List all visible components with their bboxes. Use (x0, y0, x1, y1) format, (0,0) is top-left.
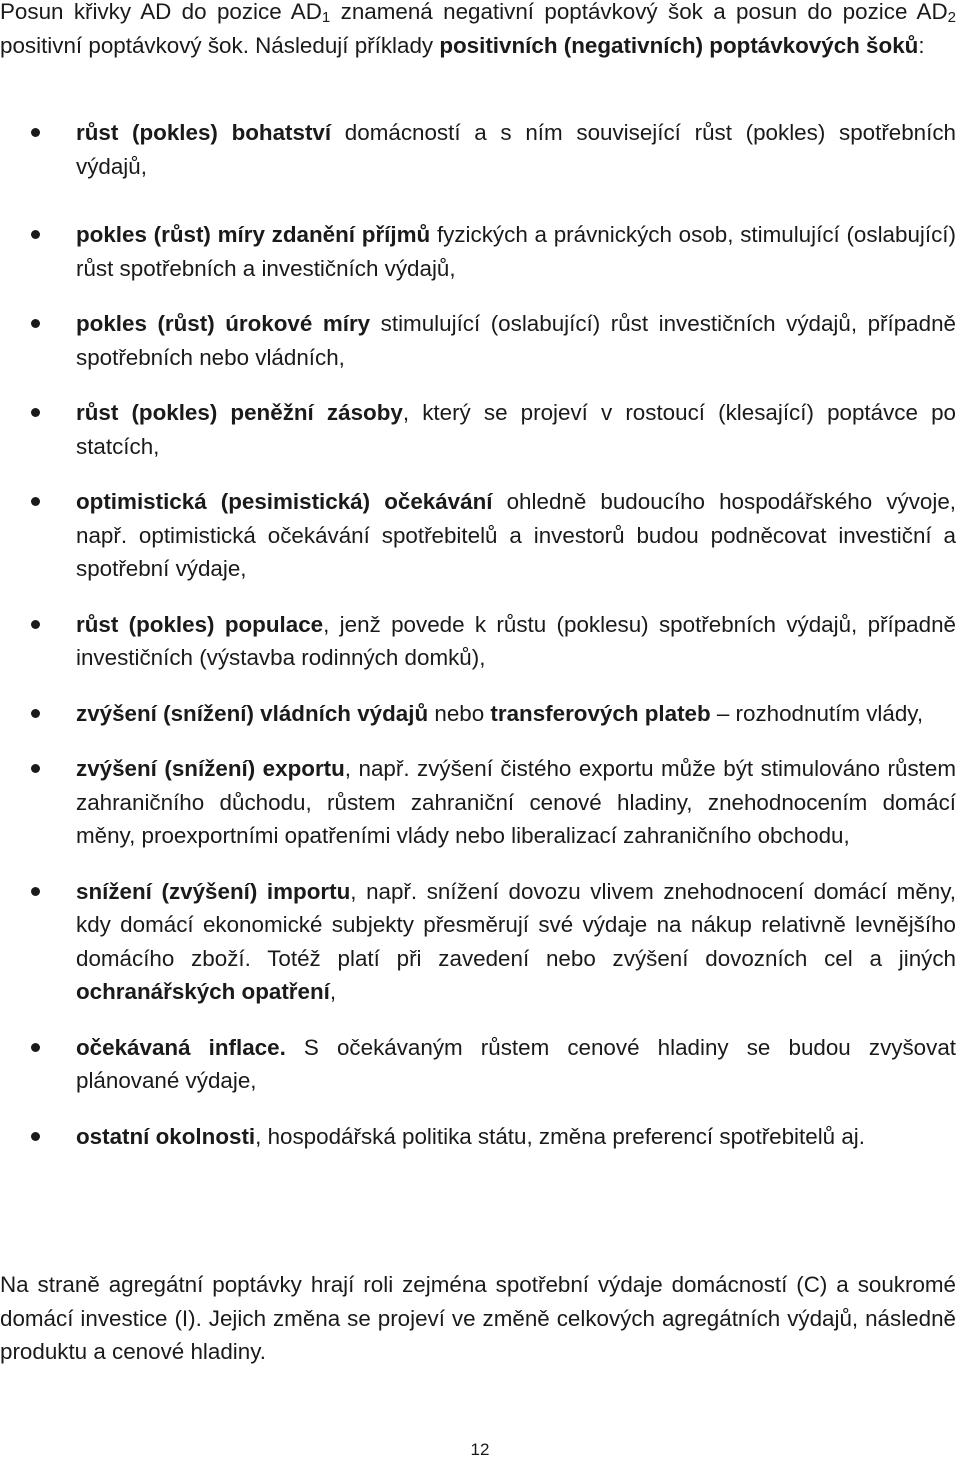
intro-bold: positivních (negativních) poptávkových šoků (439, 32, 919, 58)
page-number: 12 (470, 1440, 490, 1459)
list-item (0, 116, 960, 183)
item-bold: očekávaná inflace. (76, 1034, 286, 1060)
list-item (0, 485, 960, 586)
item-text-2: – rozhodnutím vlády, (710, 700, 924, 726)
bullet-icon (31, 230, 40, 239)
intro-subscript-1: 1 (321, 9, 331, 26)
bullet-icon (31, 497, 40, 506)
bullet-icon (31, 128, 40, 137)
item-bold-2: transferových plateb (490, 700, 711, 726)
item-text: , např. snížení dovozu vlivem znehodnocení domácí měny, kdy domácí ekonomické subjekty přesměrují své výdaje na nákup relativně levnějšího domácího zboží. Totéž platí při zavedení nebo zvýšení dovozních cel a jiných (76, 878, 956, 971)
item-text: nebo (428, 700, 491, 726)
item-bold: pokles (růst) míry zdanění příjmů (76, 222, 431, 247)
item-bold: růst (pokles) bohatství (76, 120, 332, 145)
item-bold-2: ochranářských opatření (76, 979, 330, 1004)
item-bold: ostatní okolnosti (76, 1123, 256, 1149)
item-text: , který se projeví v rostoucí (klesající) poptávce po statcích, (76, 400, 956, 459)
item-text: , hospodářská politika státu, změna preferencí spotřebitelů aj. (255, 1123, 866, 1149)
bullet-icon (31, 620, 40, 629)
list-item (0, 396, 960, 463)
intro-text-4: : (918, 32, 925, 58)
item-text: , jenž povede k růstu (poklesu) spotřebních výdajů, případně investičních (výstavba rodinných domků), (76, 611, 956, 670)
item-text: , např. zvýšení čistého exportu může být stimulováno růstem zahraničního důchodu, růstem zahraniční cenové hladiny, znehodnocením domácí měny, proexportními opatřeními vlády nebo liberalizací zahraničního obchodu, (76, 756, 956, 848)
item-bold: optimistická (pesimistická) očekávání (76, 489, 493, 514)
list-item (0, 1031, 960, 1098)
item-bold: snížení (zvýšení) importu (76, 878, 351, 904)
intro-paragraph (0, 0, 960, 62)
list-item (0, 875, 960, 1009)
list-item (0, 752, 960, 853)
list-item (0, 1120, 960, 1154)
list-item (0, 307, 960, 374)
item-text: S očekávaným růstem cenové hladiny se budou zvyšovat plánované výdaje, (76, 1034, 956, 1093)
intro-text-2: znamená negativní poptávkový šok a posun do pozice AD (330, 0, 948, 24)
item-bold: zvýšení (snížení) vládních výdajů (76, 700, 429, 726)
intro-subscript-2: 2 (947, 9, 956, 26)
list-item (0, 608, 960, 675)
item-bold: růst (pokles) peněžní zásoby (76, 400, 403, 425)
item-text: stimulující (oslabující) růst investičních výdajů, případně spotřebních nebo vládních, (76, 311, 956, 370)
shock-examples-list (0, 116, 960, 1153)
item-text: domácností a s ním související růst (pokles) spotřebních výdajů, (76, 120, 956, 179)
list-item (0, 218, 960, 285)
list-item (0, 697, 960, 731)
bullet-icon (31, 319, 40, 328)
item-text: ohledně budoucího hospodářského vývoje, např. optimistická očekávání spotřebitelů a investorů budou podněcovat investiční a spotřební výdaje, (76, 489, 957, 581)
bullet-icon (31, 709, 40, 718)
item-text-2: , (329, 979, 337, 1004)
bullet-icon (31, 887, 40, 896)
bullet-icon (31, 1043, 40, 1052)
item-bold: zvýšení (snížení) exportu (76, 756, 345, 781)
outro-paragraph: Na straně agregátní poptávky hrají roli zejména spotřební výdaje domácností (C) a soukromé domácí investice (I). Jejich změna se projeví ve změně celkových agregátních výdajů, následně produktu a cenové hladiny. (0, 1272, 956, 1364)
bullet-icon (31, 1132, 40, 1141)
item-bold: pokles (růst) úrokové míry (76, 311, 371, 336)
item-text: fyzických a právnických osob, stimulující (oslabující) růst spotřebních a investičních výdajů, (76, 222, 956, 281)
intro-text-1: Posun křivky AD do pozice AD (0, 0, 322, 24)
item-bold: růst (pokles) populace (76, 611, 324, 637)
intro-text-3: positivní poptávkový šok. Následují příklady (0, 32, 440, 58)
bullet-icon (31, 408, 40, 417)
bullet-icon (31, 764, 40, 773)
